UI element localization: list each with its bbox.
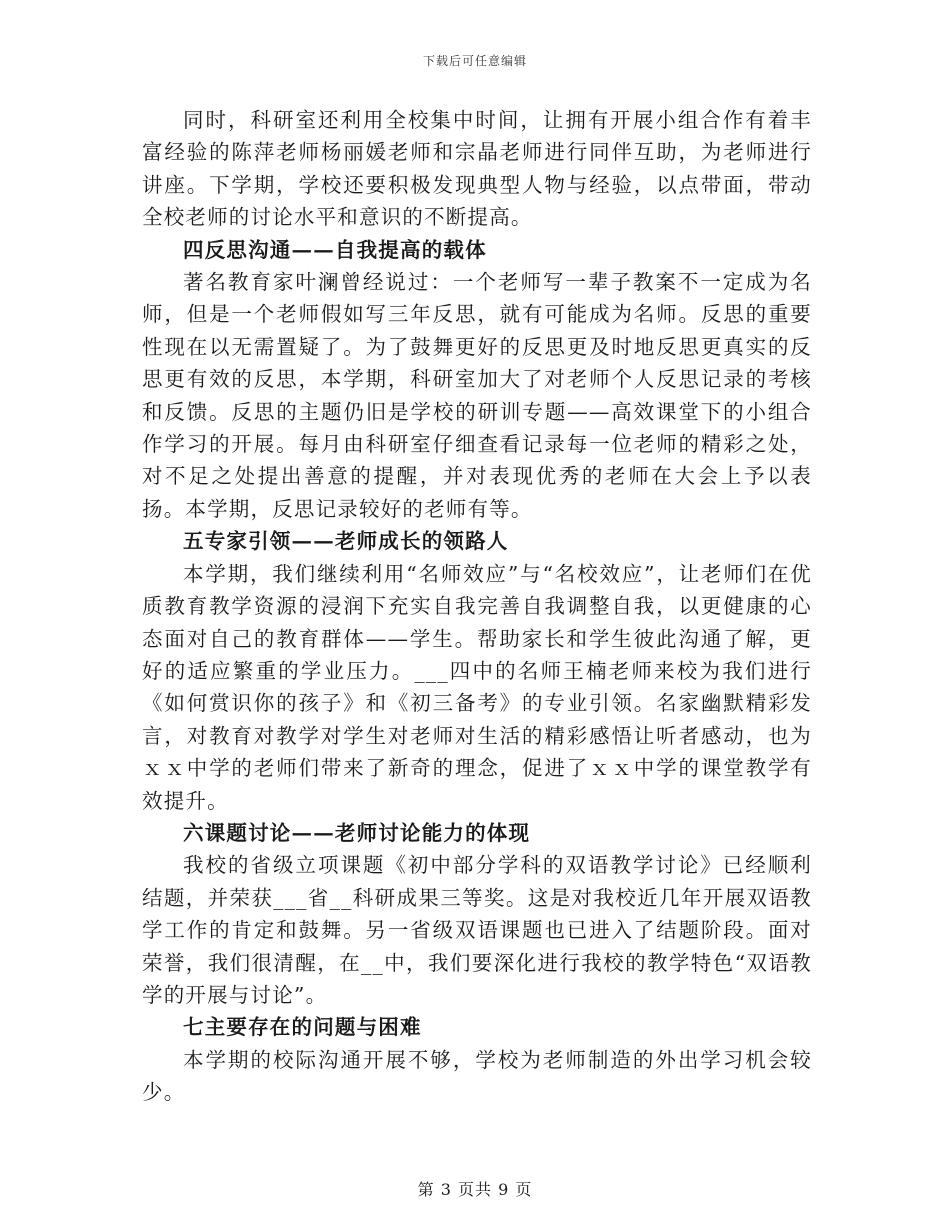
section-heading-reflection: 四反思沟通——自我提高的载体 xyxy=(183,237,487,262)
paragraph-peer-lectures: 同时，科研室还利用全校集中时间，让拥有开展小组合作有着丰富经验的陈萍老师杨丽媛老师和宗晶老师进行同伴互助，为老师进行讲座。下学期，学校还要积极发现典型人物与经验，以点带面，带动全校老师的讨论水平和意识的不断提高。 xyxy=(142,108,812,230)
section-heading-problems: 七主要存在的问题与困难 xyxy=(183,1015,422,1040)
paragraph-reflection: 著名教育家叶澜曾经说过：一个老师写一辈子教案不一定成为名师，但是一个老师假如写三年反思，就有可能成为名师。反思的重要性现在以无需置疑了。为了鼓舞更好的反思更及时地反思更真实的反思更有效的反思，本学期，科研室加大了对老师个人反思记录的考核和反馈。反思的主题仍旧是学校的研训专题——高效课堂下的小组合作学习的开展。每月由科研室仔细查看记录每一位老师的精彩之处，对不足之处提出善意的提醒，并对表现优秀的老师在大会上予以表扬。本学期，反思记录较好的老师有等。 xyxy=(142,270,812,521)
paragraph-research-topics: 我校的省级立项课题《初中部分学科的双语教学讨论》已经顺利结题，并荣获___省__科研成果三等奖。这是对我校近几年开展双语教学工作的肯定和鼓舞。另一省级双语课题也已进入了结题阶段。面对荣誉，我们很清醒，在__中，我们要深化进行我校的教学特色“双语教学的开展与讨论”。 xyxy=(142,853,812,1007)
page-number-footer: 第 3 页共 9 页 xyxy=(417,1180,533,1199)
page-header-note: 下载后可任意编辑 xyxy=(422,54,527,68)
paragraph-expert-guidance: 本学期，我们继续利用“名师效应”与“名校效应”，让老师们在优质教育教学资源的浸润下充实自我完善自我调整自我，以更健康的心态面对自己的教育群体——学生。帮助家长和学生彼此沟通了解，更好的适应繁重的学业压力。___四中的名师王楠老师来校为我们进行《如何赏识你的孩子》和《初三备考》的专业引领。名家幽默精彩发言，对教育对教学对学生对老师对生活的精彩感悟让听者感动，也为ｘｘ中学的老师们带来了新奇的理念，促进了ｘｘ中学的课堂教学有效提升。 xyxy=(142,561,812,813)
section-heading-expert-guidance: 五专家引领——老师成长的领路人 xyxy=(183,529,509,554)
paragraph-problems: 本学期的校际沟通开展不够，学校为老师制造的外出学习机会较少。 xyxy=(142,1047,812,1105)
section-heading-research-topics: 六课题讨论——老师讨论能力的体现 xyxy=(183,820,531,845)
document-body xyxy=(142,104,812,1109)
